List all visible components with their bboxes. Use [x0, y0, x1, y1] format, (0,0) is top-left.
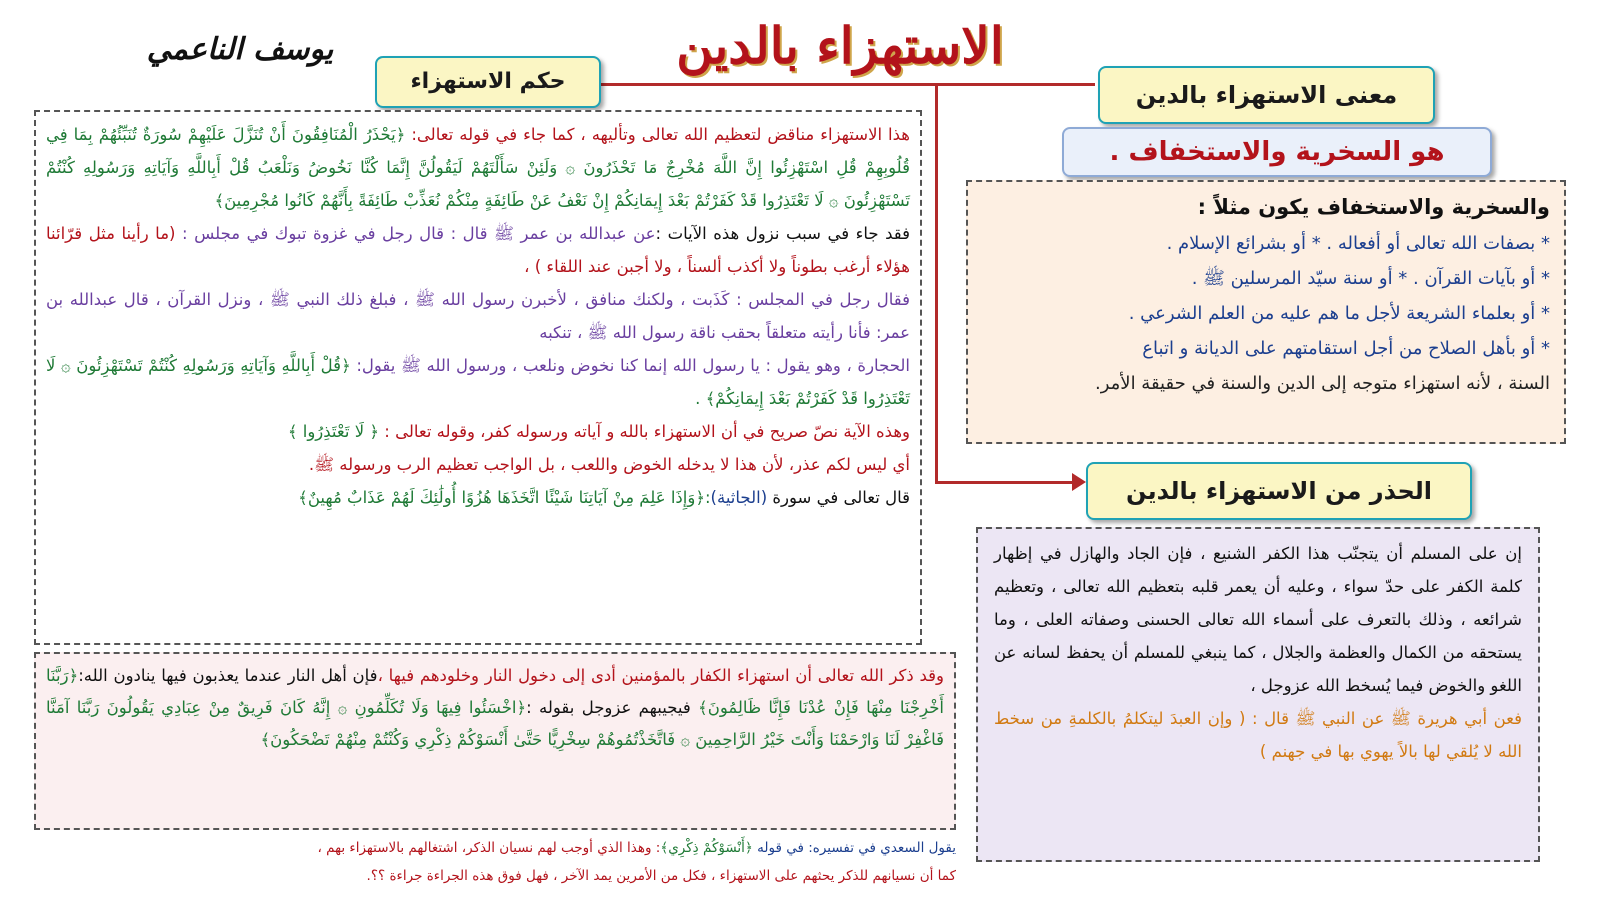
hadith-text: فعن أبي هريرة ﷺ عن النبي ﷺ قال : ( وإن العبدَ ليتكلمُ بالكلمةِ من سخط الله لا يُلقي لها بالاً يهوي بها في جهنم ): [994, 709, 1522, 761]
quran-verse: ﴿يَحْذَرُ الْمُنَافِقُونَ أَنْ تُنَزَّلَ عَلَيْهِمْ سُورَةٌ تُنَبِّئُهُمْ بِمَا فِي قُلُوبِهِمْ قُلِ اسْتَهْزِئُوا إِنَّ اللَّهَ مُخْرِجٌ مَا تَحْذَرُونَ ۞ وَلَئِنْ سَأَلْتَهُمْ لَيَقُولُنَّ إِنَّمَا كُنَّا نَخُوضُ وَنَلْعَبُ قُلْ أَبِاللَّهِ وَآيَاتِهِ وَرَسُولِهِ كُنْتُمْ تَسْتَهْزِئُونَ ۞ لَا تَعْتَذِرُوا قَدْ كَفَرْتُمْ بَعْدَ إِيمَانِكُمْ إِنْ نَعْفُ عَنْ طَائِفَةٍ مِنْكُمْ نُعَذِّبْ طَائِفَةً بِأَنَّهُمْ كَانُوا مُجْرِمِينَ﴾: [46, 125, 910, 210]
quran-verse: :﴿وَإِذَا عَلِمَ مِنْ آيَاتِنَا شَيْئًا اتَّخَذَهَا هُزُوًا أُولَٰئِكَ لَهُمْ عَذَابٌ مُهِينٌ﴾: [298, 488, 711, 507]
story-text: الحجارة ، وهو يقول : يا رسول الله إنما كنا نخوض ونلعب ، ورسول الله ﷺ يقول:: [350, 356, 910, 375]
story-paragraph: فقال رجل في المجلس : كَذَبت ، ولكنك منافق ، لأخبرن رسول الله ﷺ ، فبلغ ذلك النبي ﷺ ، ونزل القرآن ، قال عبدالله بن عمر: فأنا رأيته متعلقاً بحقب ناقة رسول الله ﷺ ، تنكبه: [46, 290, 910, 342]
meaning-line: * بصفات الله تعالى أو أفعاله . * أو بشرائع الإسلام .: [1166, 233, 1550, 254]
fire-box: [34, 652, 956, 830]
fire-intro: وقد ذكر الله تعالى أن استهزاء الكفار بالمؤمنين أدى إلى دخول النار وخلودهم فيها ،: [377, 666, 945, 685]
fire-intro2: فإن أهل النار عندما يعذبون فيها ينادون الله:: [78, 666, 378, 685]
quran-verse: ﴿أَنْسَوْكُمْ ذِكْرِي﴾: [660, 840, 753, 856]
label-meaning: معنى الاستهزاء بالدين: [1098, 66, 1435, 124]
connector-line: [590, 83, 1095, 86]
quran-verse: ﴿قُلْ أَبِاللَّهِ وَآيَاتِهِ وَرَسُولِهِ كُنْتُمْ تَسْتَهْزِئُونَ ۞ لَا تَعْتَذِرُوا قَدْ كَفَرْتُمْ بَعْدَ إِيمَانِكُمْ﴾ .: [46, 356, 910, 408]
cause-quote: (ما رأينا مثل قرّائنا هؤلاء أرغب بطوناً ولا أكذب ألسناً ، ولا أجبن عند اللقاء ) ،: [46, 224, 910, 276]
ruling-intro: هذا الاستهزاء مناقض لتعظيم الله تعالى وتأليهه ، كما جاء في قوله تعالى:: [405, 125, 910, 144]
meaning-heading: والسخرية والاستخفاف يكون مثلاً :: [1197, 195, 1550, 219]
surah-name: (الجاثية): [710, 488, 768, 507]
connector-line: [935, 83, 938, 483]
saadi-intro: يقول السعدي في تفسيره: في قوله: [752, 840, 956, 856]
explain-paragraph: أي ليس لكم عذر، لأن هذا لا يدخله الخوض واللعب ، بل الواجب تعظيم الرب ورسوله ﷺ.: [308, 455, 910, 474]
saadi-line1: [34, 834, 956, 862]
jathiya-intro: قال تعالى في سورة: [767, 488, 910, 507]
saadi-note: [34, 834, 956, 894]
quran-verse: ﴿ لَا تَعْتَذِرُوا ﴾: [287, 422, 380, 441]
cause-paragraph: [46, 217, 910, 283]
conclusion-text: وهذه الآية نصّ صريح في أن الاستهزاء بالله و آياته ورسوله كفر، وقوله تعالى :: [379, 422, 910, 441]
meaning-line: * أو بآيات القرآن . * أو سنة سيّد المرسلين ﷺ .: [1191, 268, 1550, 289]
arrow-icon: [1072, 473, 1086, 491]
fire-paragraph: [46, 660, 944, 756]
story2-paragraph: [46, 349, 910, 415]
ruling-box: [34, 110, 922, 645]
warning-box: [976, 527, 1540, 862]
cause-narrator: عن عبدالله بن عمر ﷺ قال : قال رجل في غزوة تبوك في مجلس :: [175, 224, 656, 243]
quran-verse: ﴿اخْسَئُوا فِيهَا وَلَا تُكَلِّمُونِ ۞ إِنَّهُ كَانَ فَرِيقٌ مِنْ عِبَادِي يَقُولُونَ رَبَّنَا آمَنَّا فَاغْفِرْ لَنَا وَارْحَمْنَا وَأَنْتَ خَيْرُ الرَّاحِمِينَ ۞ فَاتَّخَذْتُمُوهُمْ سِخْرِيًّا حَتَّىٰ أَنْسَوْكُمْ ذِكْرِي وَكُنْتُمْ مِنْهُمْ تَضْحَكُونَ﴾: [46, 698, 944, 749]
conclusion-paragraph: [46, 415, 910, 448]
cause-intro: فقد جاء في سبب نزول هذه الآيات :: [655, 224, 911, 243]
warning-text: إن على المسلم أن يتجنّب هذا الكفر الشنيع ، فإن الجاد والهازل في إظهار كلمة الكفر على حدّ سواء ، وعليه أن يعمر قلبه بتعظيم الله تعالى ، وتعظيم شرائعه ، وذلك بالتعرف على أسماء الله تعالى الحسنى وصفاته العلى ، وما يستحقه من الكمال والعظمة والجلال ، كما ينبغي للمسلم أن يحفظ لسانه عن اللغو والخوض فيما يُسخط الله عزوجل ،: [994, 544, 1522, 695]
meaning-line: * أو بعلماء الشريعة لأجل ما هم عليه من العلم الشرعي .: [1128, 303, 1550, 324]
label-definition: هو السخرية والاستخفاف .: [1062, 127, 1492, 177]
author-signature: يوسف الناعمي: [146, 32, 334, 67]
page-title: الاستهزاء بالدين: [676, 16, 1004, 75]
ruling-paragraph: [46, 118, 910, 217]
meaning-last-line: السنة ، لأنه استهزاء متوجه إلى الدين والسنة في حقيقة الأمر.: [1095, 373, 1550, 394]
label-warning: الحذر من الاستهزاء بالدين: [1086, 462, 1472, 520]
label-ruling: حكم الاستهزاء: [375, 56, 601, 108]
quran-verse: ﴿رَبَّنَا أَخْرِجْنَا مِنْهَا فَإِنْ عُدْنَا فَإِنَّا ظَالِمُونَ﴾: [46, 666, 944, 717]
saadi-line2: كما أن نسيانهم للذكر يحثهم على الاستهزاء ، فكل من الأمرين يمد الآخر ، فهل فوق هذه الجراءة جراءة ؟؟.: [366, 868, 956, 884]
saadi-text: : وهذا الذي أوجب لهم نسيان الذكر، اشتغالهم بالاستهزاء بهم ،: [317, 840, 661, 856]
jathiya-paragraph: [46, 481, 910, 514]
connector-line: [935, 481, 1075, 484]
fire-reply: فيجيبهم عزوجل بقوله :: [526, 698, 699, 717]
meaning-line: * أو بأهل الصلاح من أجل استقامتهم على الديانة و اتباع: [1142, 338, 1550, 359]
meaning-box: [966, 180, 1566, 444]
